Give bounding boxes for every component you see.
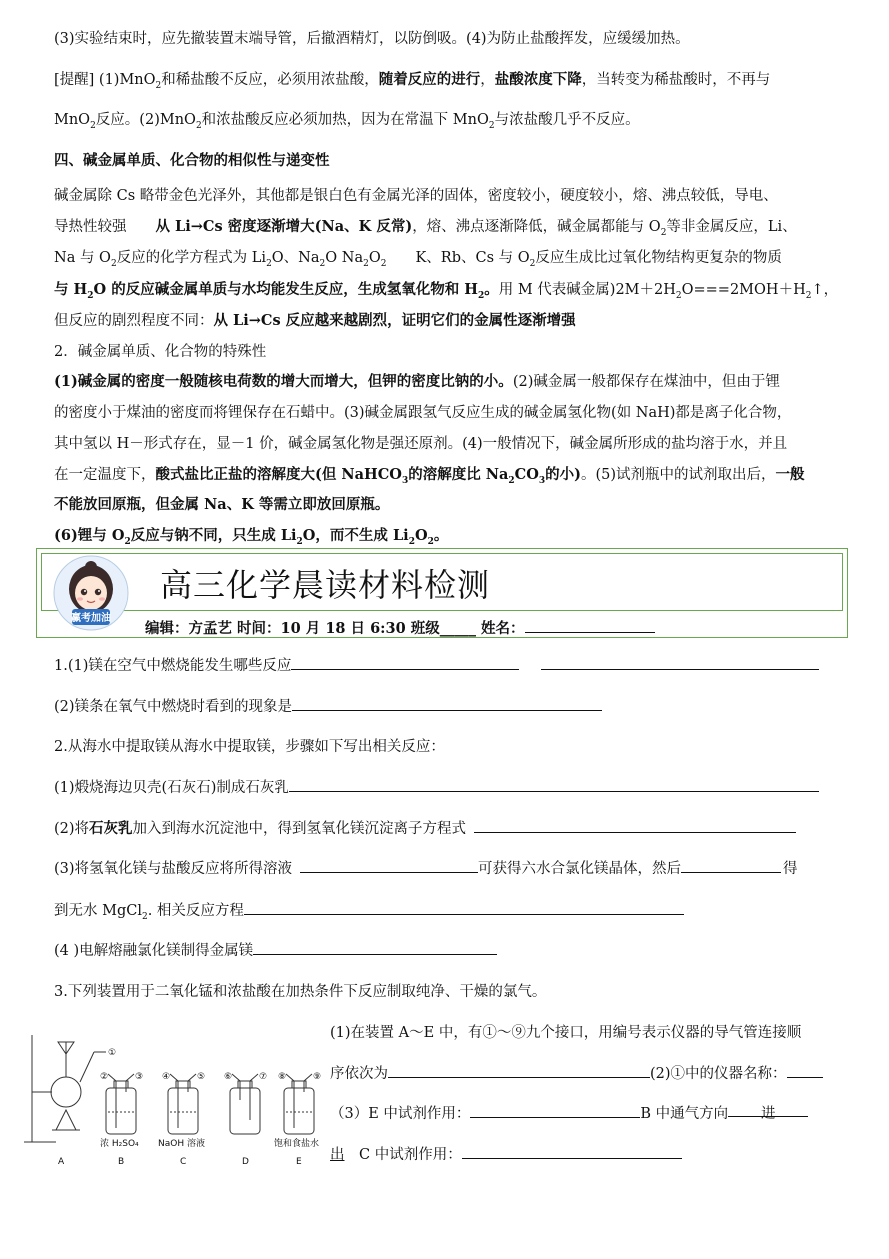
answer-blank-2-4[interactable]: [253, 940, 497, 955]
port-1: ①: [108, 1048, 117, 1058]
answer-blank-3-2[interactable]: [787, 1063, 823, 1078]
question-2-4: (4 )电解熔融氯化镁制得金属镁: [54, 939, 497, 960]
question-3-1: (1)在装置 A～E 中，有①～⑨九个接口，用编号表示仪器的导气管连接顺: [330, 1025, 802, 1041]
question-2-2: (2)将石灰乳加入到海水沉淀池中，得到氢氧化镁沉淀离子方程式: [54, 817, 796, 838]
special-line-3: 其中氢以 H－形式存在，显－1 价，碱金属氢化物是强还原剂。(4)一般情况下，碱金属所形成的盐均溶于水，并且: [54, 436, 788, 452]
answer-blank-2-2[interactable]: [474, 818, 796, 833]
question-1-2: (2)镁条在氧气中燃烧时看到的现象是: [54, 695, 602, 716]
banner-title-box: [41, 553, 843, 611]
answer-blank-3-3[interactable]: [470, 1103, 640, 1118]
reagent-c: NaOH 溶液: [158, 1139, 205, 1149]
para-line-2: 导热性较强 从 Li→Cs 密度逐渐增大(Na、K 反常)，熔、沸点逐渐降低，碱金属都能与 $O_2$等非金属反应，Li、: [54, 218, 797, 238]
answer-blank-3-1[interactable]: [388, 1063, 650, 1078]
question-1-1: 1.(1)镁在空气中燃烧能发生哪些反应: [54, 654, 819, 675]
para-line-5: 但反应的剧烈程度不同：从 Li→Cs 反应越来越剧烈，证明它们的金属性逐渐增强: [54, 312, 576, 329]
label-a: A: [58, 1157, 65, 1167]
answer-blank-2-3c[interactable]: [244, 900, 684, 915]
mascot-text: 赢考加油: [71, 613, 111, 624]
answer-blank-1-1a[interactable]: [291, 655, 519, 670]
port-2: ②: [100, 1072, 109, 1082]
apparatus-diagram: [22, 1030, 332, 1170]
answer-blank-3-3b[interactable]: 进: [728, 1102, 808, 1117]
answer-blank-1-2[interactable]: [292, 696, 602, 711]
note-line-2: [提醒] (1)MnO$_2$和稀盐酸不反应，必须用浓盐酸，随着反应的进行，盐酸浓度下降，当转变为稀盐酸时，不再与: [54, 71, 771, 91]
question-3-3: （3）E 中试剂作用： B 中通气方向 进: [330, 1102, 808, 1123]
answer-blank-1-1b[interactable]: [541, 655, 819, 670]
port-8: ⑧: [278, 1072, 287, 1082]
note-line-1: (3)实验结束时，应先撤装置末端导管，后撤酒精灯，以防倒吸。(4)为防止盐酸挥发，应缓缓加热。: [54, 31, 690, 47]
question-3-1-cont: 序依次为 (2)①中的仪器名称：: [330, 1062, 823, 1083]
section-4-heading: 四、碱金属单质、化合物的相似性与递变性: [54, 152, 330, 169]
para-line-3: Na 与 $O_2$反应的化学方程式为 $Li_2O$、$Na_2O$ $Na_2O_2$ K、Rb、Cs 与 $O_2$反应生成比过氧化物结构更复杂的物质: [54, 250, 782, 269]
question-2-1: (1)煅烧海边贝壳(石灰石)制成石灰乳: [54, 776, 819, 797]
worksheet-banner: [36, 548, 848, 638]
answer-blank-2-1[interactable]: [289, 777, 819, 792]
label-c: C: [180, 1157, 187, 1167]
name-blank[interactable]: [525, 618, 655, 633]
label-d: D: [242, 1157, 249, 1167]
reagent-e: 饱和食盐水: [274, 1139, 320, 1149]
reagent-b: 浓 H₂SO₄: [100, 1139, 139, 1149]
port-6: ⑥: [224, 1072, 233, 1082]
port-3: ③: [135, 1072, 144, 1082]
special-line-5: 不能放回原瓶，但金属 Na、K 等需立即放回原瓶。: [54, 496, 390, 513]
mascot-avatar-icon: [51, 553, 131, 633]
question-2-3: (3)将氢氧化镁与盐酸反应将所得溶液 可获得六水合氯化镁晶体，然后 得: [54, 857, 798, 878]
question-3: 3.下列装置用于二氧化锰和浓盐酸在加热条件下反应制取纯净、干燥的氯气。: [54, 984, 547, 1000]
answer-blank-2-3a[interactable]: [300, 858, 478, 873]
label-e: E: [296, 1157, 302, 1167]
para-line-4: 与 $H_2O$ 的反应碱金属单质与水均能发生反应，生成氢氧化物和 $H_2$。用 M 代表碱金属)$2M+2H_2O===2MOH+H_2↑$，: [54, 281, 839, 301]
question-3-4: 出 C 中试剂作用：: [330, 1143, 682, 1164]
special-line-1: (1)碱金属的密度一般随核电荷数的增大而增大，但钾的密度比钠的小。(2)碱金属一般都保存在煤油中，但由于锂: [54, 373, 780, 390]
port-9: ⑨: [313, 1072, 322, 1082]
banner-info: 编辑：方孟艺 时间：10 月 18 日 6:30 班级_____ 姓名：: [145, 617, 655, 638]
answer-blank-2-3b[interactable]: [681, 858, 781, 873]
port-4: ④: [162, 1072, 171, 1082]
para-line-1: 碱金属除 Cs 略带金色光泽外，其他都是银白色有金属光泽的固体，密度较小，硬度较小，熔、沸点较低，导电、: [54, 188, 778, 204]
special-line-2: 的密度小于煤油的密度而将锂保存在石蜡中。(3)碱金属跟氢气反应生成的碱金属氢化物(如 NaH)都是离子化合物，: [54, 405, 792, 421]
special-line-4: 在一定温度下，酸式盐比正盐的溶解度大(但 NaHCO$_3$的溶解度比 $Na_2CO_3$的小)。(5)试剂瓶中的试剂取出后，一般: [54, 466, 805, 486]
answer-blank-3-4[interactable]: [462, 1144, 682, 1159]
special-line-6: (6)锂与 $O_2$反应与钠不同，只生成 $Li_2O$，而不生成 $Li_2O_2$。: [54, 527, 449, 547]
port-7: ⑦: [259, 1072, 268, 1082]
section-2-heading: 2．碱金属单质、化合物的特殊性: [54, 344, 267, 360]
port-5: ⑤: [197, 1072, 206, 1082]
question-2: 2.从海水中提取镁从海水中提取镁，步骤如下写出相关反应：: [54, 739, 445, 755]
label-b: B: [118, 1157, 125, 1167]
question-2-3-cont: 到无水 MgCl$_2$. 相关反应方程: [54, 899, 684, 922]
note-line-3: MnO$_2$反应。(2)MnO$_2$和浓盐酸反应必须加热，因为在常温下 MnO$_2$与浓盐酸几乎不反应。: [54, 112, 640, 131]
banner-title: 高三化学晨读材料检测: [160, 566, 491, 604]
